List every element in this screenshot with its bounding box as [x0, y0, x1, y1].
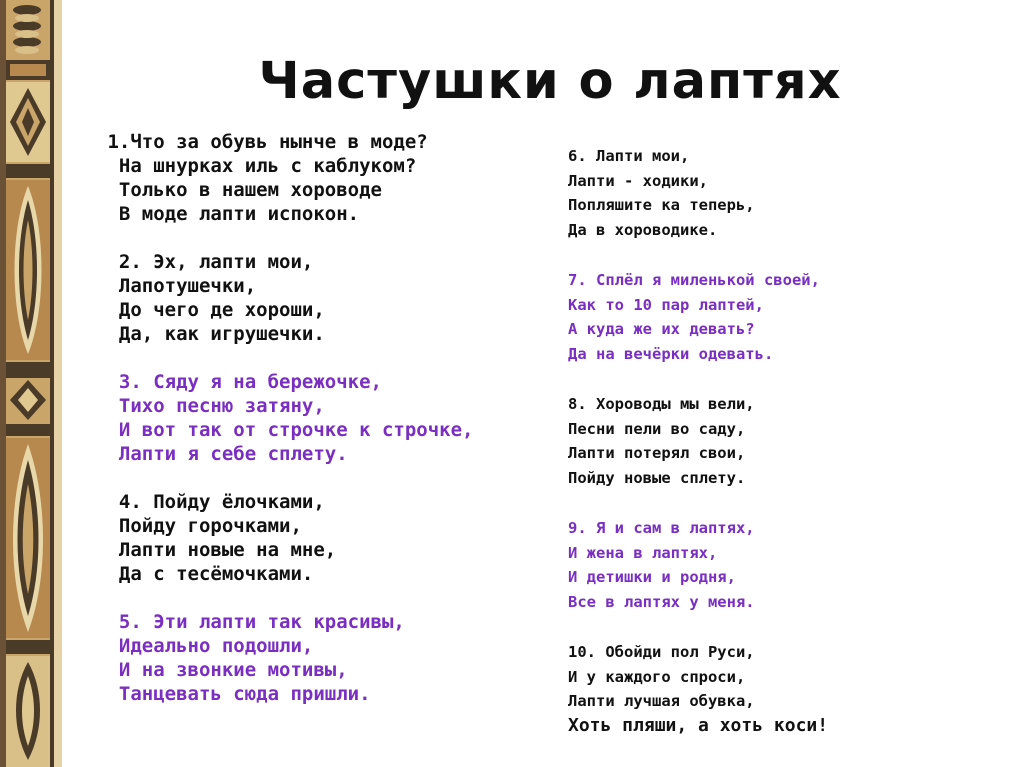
verse-line: Песни пели во саду, — [568, 419, 746, 438]
verse-line: И у каждого спроси, — [568, 667, 746, 686]
verse-line: 3. Сяду я на бережочке, — [96, 371, 382, 393]
verse-line: И на звонкие мотивы, — [96, 659, 348, 681]
verse-stanza — [96, 490, 526, 586]
verse-line: До чего де хороши, — [96, 299, 325, 321]
verse-line: Тихо песню затяну, — [96, 395, 325, 417]
page-title: Частушки о лаптях — [258, 52, 842, 111]
verse-line: Все в лаптях у меня. — [568, 592, 755, 611]
verse-line: Пойду новые сплету. — [568, 468, 746, 487]
verses-left-column — [96, 130, 526, 730]
verse-line: На шнурках иль с каблуком? — [96, 155, 417, 177]
verse-line: Только в нашем хороводе — [96, 179, 382, 201]
verse-stanza — [568, 268, 988, 366]
verse-stanza — [96, 610, 526, 706]
verse-line: И вот так от строчке к строчке, — [96, 419, 474, 441]
verse-line: Да с тесёмочками. — [96, 563, 314, 585]
verse-stanza — [568, 392, 988, 490]
verse-stanza — [568, 640, 988, 738]
verse-line: Танцевать сюда пришли. — [96, 683, 371, 705]
verses-right-column — [568, 144, 988, 764]
verse-stanza — [96, 130, 526, 226]
verse-line: Лапти потерял свои, — [568, 444, 746, 462]
verse-line: Пойду горочками, — [96, 515, 302, 537]
verse-stanza — [96, 370, 526, 466]
verse-line: Лапотушечки, — [96, 275, 257, 297]
verse-line: 1.Что за обувь нынче в моде? — [96, 131, 428, 153]
verse-line: 8. Хороводы мы вели, — [568, 395, 755, 413]
verse-line: В моде лапти испокон. — [96, 203, 360, 225]
verse-line: Идеально подошли, — [96, 635, 314, 657]
verse-line: Лапти новые на мне, — [96, 539, 337, 561]
verse-line: 5. Эти лапти так красивы, — [96, 611, 405, 633]
verse-line: Лапти лучшая обувка, — [568, 692, 755, 710]
verse-line: И жена в лаптях, — [568, 543, 718, 562]
verse-stanza — [96, 250, 526, 346]
folk-ornament-border — [0, 0, 62, 767]
verse-line: 10. Обойди пол Руси, — [568, 643, 755, 661]
verse-line: 2. Эх, лапти мои, — [96, 251, 314, 273]
verse-line: 6. Лапти мои, — [568, 147, 690, 165]
verse-line: И детишки и родня, — [568, 568, 736, 586]
verse-line: 7. Сплёл я миленькой своей, — [568, 271, 820, 289]
verse-line: Да на вечёрки одевать. — [568, 344, 774, 363]
verse-line: Лапти - ходики, — [568, 171, 708, 190]
verse-line: Как то 10 пар лаптей, — [568, 295, 764, 314]
verse-line: Лапти я себе сплету. — [96, 443, 348, 465]
verse-line: 4. Пойду ёлочками, — [96, 491, 325, 513]
verse-line: Да, как игрушечки. — [96, 323, 325, 345]
verse-line: Хоть пляши, а хоть коси! — [568, 714, 829, 736]
verse-line: Да в хороводике. — [568, 220, 718, 239]
verse-line: 9. Я и сам в лаптях, — [568, 519, 755, 537]
verse-line: Попляшите ка теперь, — [568, 196, 755, 214]
verse-stanza — [568, 516, 988, 614]
verse-stanza — [568, 144, 988, 242]
verse-line: А куда же их девать? — [568, 320, 755, 338]
